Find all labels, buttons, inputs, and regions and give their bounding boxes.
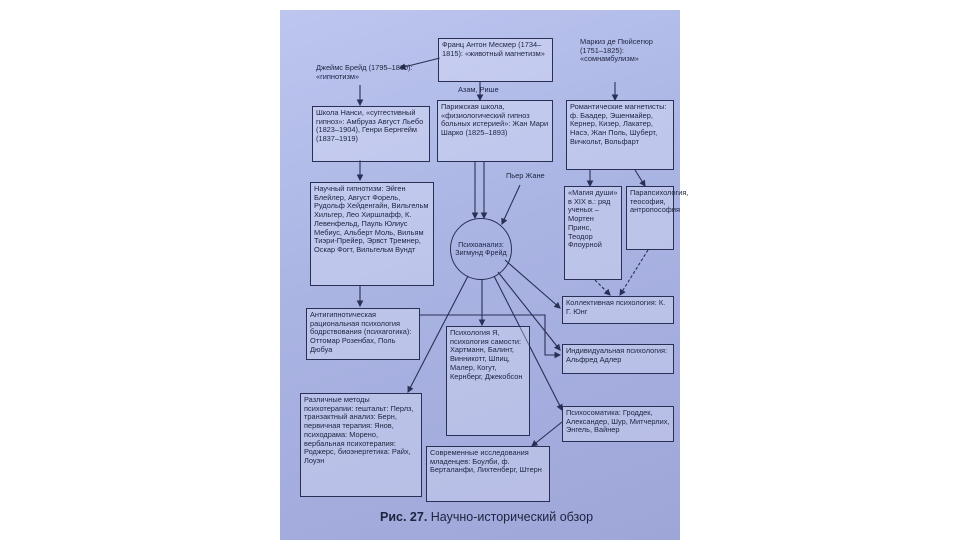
node-mesmer	[438, 38, 553, 82]
node-antihyp-text: Антигипнотическая рациональная психология бодрствования (психагогика): Оттомар Розенбах, Поль Дюбуа	[310, 310, 412, 354]
node-individual	[562, 344, 674, 374]
node-various	[300, 393, 422, 497]
node-nancy	[312, 106, 430, 162]
node-infant-text: Современные исследования младенцев: Боулби, ф. Берталанфи, Лихтенберг, Штерн	[430, 448, 542, 475]
node-magic-text: «Магия души» в XIX в.: ряд ученых – Мортен Принс, Теодор Флоурной	[568, 188, 618, 250]
node-collective	[562, 296, 674, 324]
node-paris	[437, 100, 553, 162]
node-mesmer-text: Франц Антон Месмер (1734–1815): «животный магнетизм»	[442, 40, 545, 58]
figure-caption-label: Рис. 27.	[380, 510, 428, 524]
node-para	[626, 186, 689, 250]
node-romantic-text: Романтические магнетисты: ф. Баадер, Эшенмайер, Кернер, Кизер, Лакатер, Насэ, Жан Поль, Шуберт, Вичкольт, Вольфарт	[570, 102, 667, 146]
node-janet	[506, 172, 576, 181]
node-antihyp	[306, 308, 420, 360]
node-para-text: Парапсихология, теософия, антропософия	[630, 188, 689, 215]
node-magic	[564, 186, 622, 280]
node-infant	[426, 446, 550, 502]
node-puysegur	[580, 38, 676, 64]
node-romantic	[566, 100, 674, 170]
node-psychoanalysis	[450, 218, 512, 280]
node-scientific-text: Научный гипнотизм: Эйген Блейлер, Август Форель, Рудольф Хейденгайн, Вильгельм Хильгер, Лео Хиршлафф, К. Левенфельд, Пауль Юлиус Мебиус, Альберт Моль, Вильям Тиэри-Прейер, Эрвст Тремнер, Оскар Фогт, Вильгельм Вундт	[314, 184, 429, 255]
node-janet-text: Пьер Жане	[506, 171, 545, 180]
node-azam-text: Азам, Рише	[458, 85, 499, 94]
figure-caption	[380, 510, 640, 524]
node-braid	[316, 64, 434, 81]
book-page-photo	[280, 10, 689, 540]
node-collective-text: Коллективная психология: К. Г. Юнг	[566, 298, 666, 316]
node-ego	[446, 326, 530, 436]
node-various-text: Различные методы психотерапии: гештальт: Перлз, транзактный анализ: Берн, первичная терапия: Янов, психодрама: Морено, вербальная психотерапия: Роджерс, биоэнергетика: Райх, Лоуэн	[304, 395, 414, 466]
node-psychoanalysis-text: Психоанализ: Зигмунд Фрейд	[455, 239, 507, 257]
node-azam	[458, 86, 538, 95]
node-braid-text: Джеймс Брейд (1795–1860): «гипнотизм»	[316, 63, 413, 81]
node-paris-text: Парижская школа, «физиологический гипноз больных истерией»: Жан Мари Шарко (1825–1893)	[441, 102, 549, 138]
node-scientific	[310, 182, 434, 286]
node-psychosomatic-text: Психосоматика: Гроддек, Александер, Шур, Митчерлих, Энгель, Вайнер	[566, 408, 670, 435]
node-individual-text: Индивидуальная психология: Альфред Адлер	[566, 346, 668, 364]
node-nancy-text: Школа Нанси, «суггестивный гипноз»: Амбруаз Август Льебо (1823–1904), Генри Бернгейм (1837–1919)	[316, 108, 424, 144]
node-ego-text: Психология Я, психология самости: Хартманн, Балинт, Винникотт, Шпиц, Малер, Когут, Кернберг, Джекобсон	[450, 328, 523, 381]
node-psychosomatic	[562, 406, 674, 442]
figure-caption-text: Научно-исторический обзор	[430, 510, 594, 524]
node-puysegur-text: Маркиз де Пюйсегюр (1751–1825): «сомнамбулизм»	[580, 37, 653, 64]
